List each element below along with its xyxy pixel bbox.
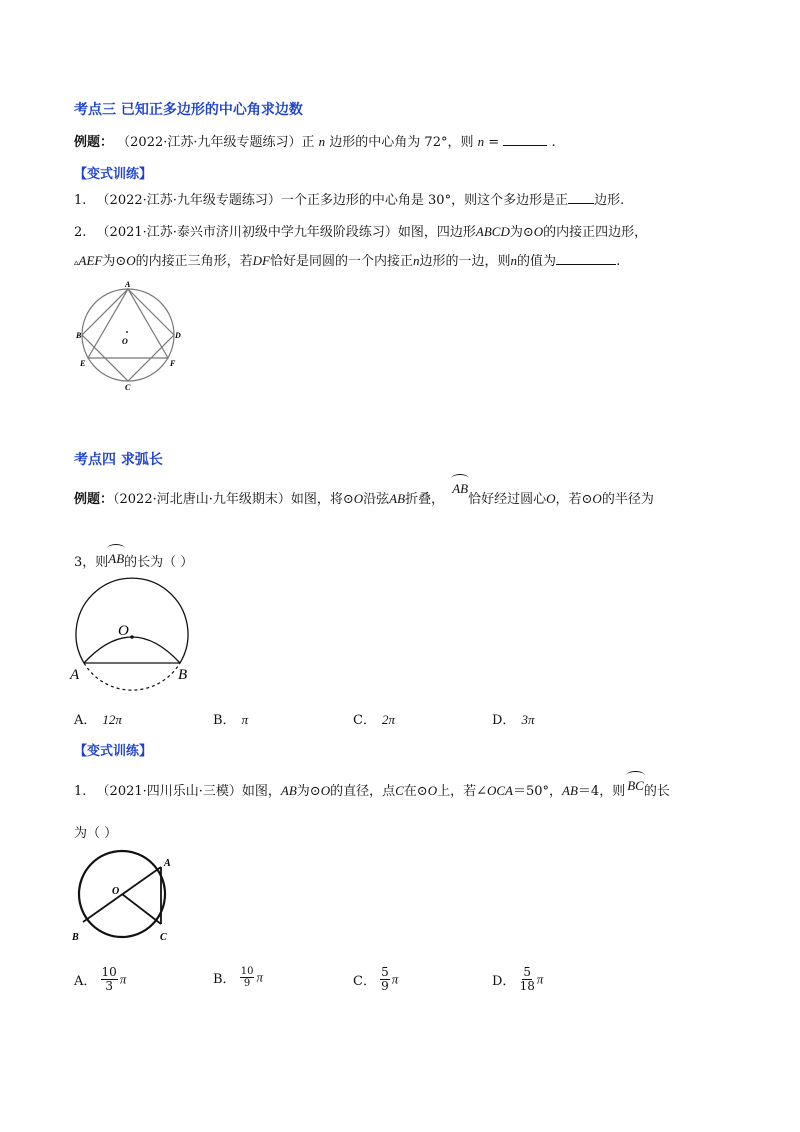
arc-label: AB	[452, 481, 469, 496]
question-end: 边形.	[594, 193, 625, 208]
text: 的长	[643, 784, 670, 799]
text: 折叠，	[405, 492, 445, 507]
triangle-aef	[88, 289, 168, 358]
var-n: n	[510, 253, 518, 268]
option-d[interactable]	[492, 709, 534, 728]
pi: π	[536, 971, 544, 987]
arc-ab	[452, 481, 468, 497]
option-letter: D．	[492, 713, 516, 728]
equals: =	[488, 135, 500, 150]
practice-header-3: 【变式训练】	[74, 167, 153, 182]
label-a: A	[70, 667, 80, 683]
section-title-4: 考点四 求弧长	[74, 452, 163, 468]
var-ab: AB	[562, 783, 578, 798]
numerator: 5	[523, 965, 532, 979]
fraction	[101, 966, 118, 993]
text: 为	[509, 225, 523, 240]
var-aef: AEF	[78, 253, 103, 268]
numerator: 10	[240, 966, 254, 977]
text: ＝4，则	[577, 784, 626, 799]
var-oca: OCA	[486, 783, 513, 798]
example-label: 例题：	[74, 135, 114, 150]
answer-blank	[568, 191, 594, 204]
var-circle-o: ⊙O	[115, 253, 136, 268]
label-b: B	[72, 932, 79, 943]
label-o: O	[122, 337, 128, 346]
text: （2021·四川乐山·三模）如图，	[96, 784, 281, 799]
text: 的内接正三角形，若	[135, 254, 253, 269]
text: 的长为（ ）	[124, 555, 194, 570]
var-ab: AB	[389, 491, 406, 506]
text: 在⊙	[403, 784, 428, 799]
text: 沿弦	[363, 492, 390, 507]
var-n: n	[413, 253, 420, 268]
circle-lower-arc-dashed	[84, 663, 180, 690]
pi: π	[391, 971, 399, 987]
arc-label: AB	[108, 551, 125, 566]
arc-ab	[108, 551, 124, 567]
text: ＝50°，	[512, 784, 563, 799]
section-title-3: 考点三 已知正多边形的中心角求边数	[74, 102, 303, 118]
numerator: 5	[381, 965, 389, 979]
option-value: 12π	[102, 712, 122, 727]
period: .	[616, 254, 621, 269]
label-c: C	[160, 932, 167, 943]
label-d: D	[175, 331, 181, 340]
q1-option-d[interactable]	[492, 966, 543, 993]
option-letter: A．	[74, 713, 97, 728]
text: 的直径，点	[330, 784, 396, 799]
pi: π	[119, 971, 127, 987]
label-f: F	[170, 359, 176, 368]
example-3	[74, 131, 556, 150]
option-letter: B．	[213, 972, 236, 987]
label-a: A	[125, 280, 131, 289]
text: 的内接正四边形，	[543, 225, 648, 240]
text: 边形的一边，则	[419, 254, 511, 269]
radius-oc	[122, 894, 161, 924]
text: 的值为	[517, 254, 557, 269]
var-o: O	[546, 491, 556, 506]
option-letter: D．	[492, 974, 516, 989]
var-df: DF	[252, 253, 271, 268]
var-n2: n	[477, 134, 485, 149]
option-letter: C．	[353, 713, 376, 728]
circle-upper-arc	[76, 578, 188, 663]
var-o: O	[353, 491, 364, 506]
text: 为	[102, 254, 116, 269]
question-3-2-line2	[74, 250, 620, 269]
example-text2: 边形的中心角为 72°，则	[329, 135, 474, 150]
circle	[82, 289, 174, 381]
question-number: 1.	[74, 784, 87, 799]
question-4-1-line2: 为（ ）	[74, 826, 118, 841]
label-c: C	[125, 383, 131, 392]
var-circle-o: ⊙O	[522, 224, 544, 239]
folded-arc-ab	[84, 637, 180, 663]
option-b[interactable]	[213, 709, 248, 728]
text: 上，若∠	[437, 784, 487, 799]
question-text: （2022·江苏·九年级专题练习）一个正多边形的中心角是 30°，则这个多边形是正	[96, 193, 569, 208]
denominator: 18	[519, 979, 535, 993]
option-value: 3π	[521, 712, 535, 727]
question-3-2-line1	[74, 221, 647, 240]
question-number: 2.	[74, 225, 87, 240]
question-4-1-line1	[74, 780, 670, 799]
q1-option-b[interactable]	[213, 966, 263, 989]
example-4-line1	[74, 481, 654, 507]
denominator: 9	[381, 979, 389, 993]
var-abcd: ABCD	[475, 224, 510, 239]
fraction	[380, 966, 390, 993]
text: 恰好是同圆的一个内接正	[270, 254, 414, 269]
q1-option-a[interactable]	[74, 966, 126, 993]
label-b: B	[76, 331, 82, 340]
var-c: C	[395, 783, 404, 798]
numerator: 10	[101, 965, 117, 979]
text: （2022·河北唐山·九年级期末）如图，将⊙	[113, 492, 354, 507]
text: ，若⊙	[555, 492, 593, 507]
center-o	[130, 635, 134, 639]
text: 3，则	[74, 555, 109, 570]
center-point	[126, 331, 128, 333]
q1-option-c[interactable]	[353, 966, 398, 993]
example-4-line2	[74, 551, 193, 570]
text: 为⊙	[296, 784, 321, 799]
arc-label: BC	[627, 778, 644, 793]
figure-folded-chord	[68, 585, 200, 697]
option-value: 2π	[381, 712, 395, 727]
option-c[interactable]	[353, 709, 395, 728]
text: 恰好经过圆心	[468, 492, 547, 507]
label-o: O	[118, 623, 129, 639]
option-letter: B．	[213, 713, 236, 728]
label-b: B	[178, 667, 188, 683]
var-o: O	[427, 783, 438, 798]
denominator: 9	[243, 978, 251, 989]
arc-bc	[627, 778, 644, 794]
practice-header-4: 【变式训练】	[74, 744, 153, 759]
text: 的半径为	[601, 492, 654, 507]
period: .	[551, 135, 556, 150]
triangle-symbol: ▵	[74, 258, 79, 268]
answer-blank	[503, 133, 547, 146]
option-letter: C．	[353, 974, 376, 989]
figure-inscribed-polygons	[78, 280, 188, 390]
pi: π	[256, 969, 263, 985]
fraction	[240, 966, 255, 989]
var-o: O	[320, 783, 331, 798]
var-n: n	[318, 134, 326, 149]
fraction	[520, 966, 535, 993]
example-text: （2022·江苏·九年级专题练习）正	[117, 135, 315, 150]
var-o: O	[592, 491, 602, 506]
question-number: 1.	[74, 193, 87, 208]
question-3-1	[74, 189, 624, 208]
figure-diameter-circle	[72, 852, 182, 948]
question-text: （2021·江苏·泰兴市济川初级中学九年级阶段练习）如图，四边形	[96, 225, 476, 240]
option-letter: A．	[74, 974, 97, 989]
option-a[interactable]	[74, 709, 122, 728]
denominator: 3	[105, 979, 113, 993]
label-o: O	[112, 886, 120, 897]
label-e: E	[80, 359, 86, 368]
example-label: 例题：	[74, 492, 114, 507]
answer-blank	[556, 252, 616, 265]
option-value: π	[241, 712, 249, 727]
label-a: A	[164, 858, 171, 869]
var-ab: AB	[280, 783, 297, 798]
